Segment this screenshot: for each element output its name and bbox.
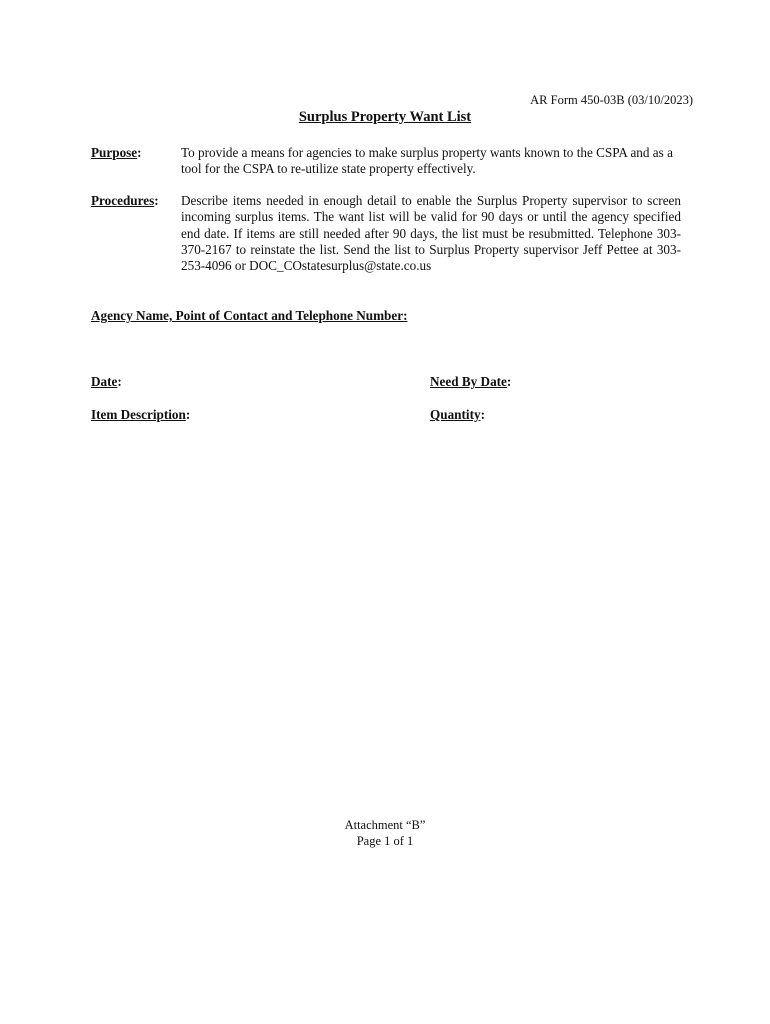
need-by-date-label-text: Need By Date bbox=[430, 374, 507, 389]
form-identifier: AR Form 450-03B (03/10/2023) bbox=[530, 93, 693, 107]
page-footer bbox=[0, 817, 770, 849]
purpose-section bbox=[91, 145, 681, 178]
quantity-label-text: Quantity bbox=[430, 407, 481, 422]
purpose-label-colon: : bbox=[137, 145, 142, 160]
purpose-label bbox=[91, 145, 142, 161]
agency-field-label bbox=[91, 308, 408, 324]
procedures-label-text: Procedures bbox=[91, 193, 155, 208]
purpose-text: To provide a means for agencies to make surplus property wants known to the CSPA and as a tool for the CSPA to re-utilize state property effectively. bbox=[181, 145, 673, 177]
quantity-field-label bbox=[430, 407, 485, 423]
procedures-section bbox=[91, 193, 681, 274]
document-title bbox=[0, 109, 770, 126]
purpose-label-text: Purpose bbox=[91, 145, 138, 160]
need-by-date-label-colon: : bbox=[506, 374, 512, 389]
procedures-label bbox=[91, 193, 159, 209]
procedures-text: Describe items needed in enough detail to enable the Surplus Property supervisor to screen incoming surplus items. The want list will be valid for 90 days or until the agency specified end date. If items are still needed after 90 days, the list must be resubmitted. Telephone 303-370-2167 to reinstate the list. Send the list to Surplus Property supervisor Jeff Pettee at 303-253-4096 or DOC_COstatesurplus@state.co.us bbox=[181, 193, 681, 274]
date-label-colon: : bbox=[117, 374, 122, 389]
attachment-label: Attachment “B” bbox=[344, 818, 426, 832]
quantity-label-colon: : bbox=[480, 407, 485, 422]
page-number: Page 1 of 1 bbox=[356, 834, 414, 848]
need-by-date-field-label bbox=[430, 374, 511, 390]
item-description-label-colon: : bbox=[185, 407, 191, 422]
date-label-text: Date bbox=[91, 374, 118, 389]
procedures-label-colon: : bbox=[154, 193, 159, 208]
document-title-text: Surplus Property Want List bbox=[298, 109, 472, 125]
date-field-label bbox=[91, 374, 122, 390]
item-description-field-label bbox=[91, 407, 190, 423]
item-description-label-text: Item Description bbox=[91, 407, 186, 422]
agency-label-text: Agency Name, Point of Contact and Telephone Number: bbox=[91, 308, 408, 323]
